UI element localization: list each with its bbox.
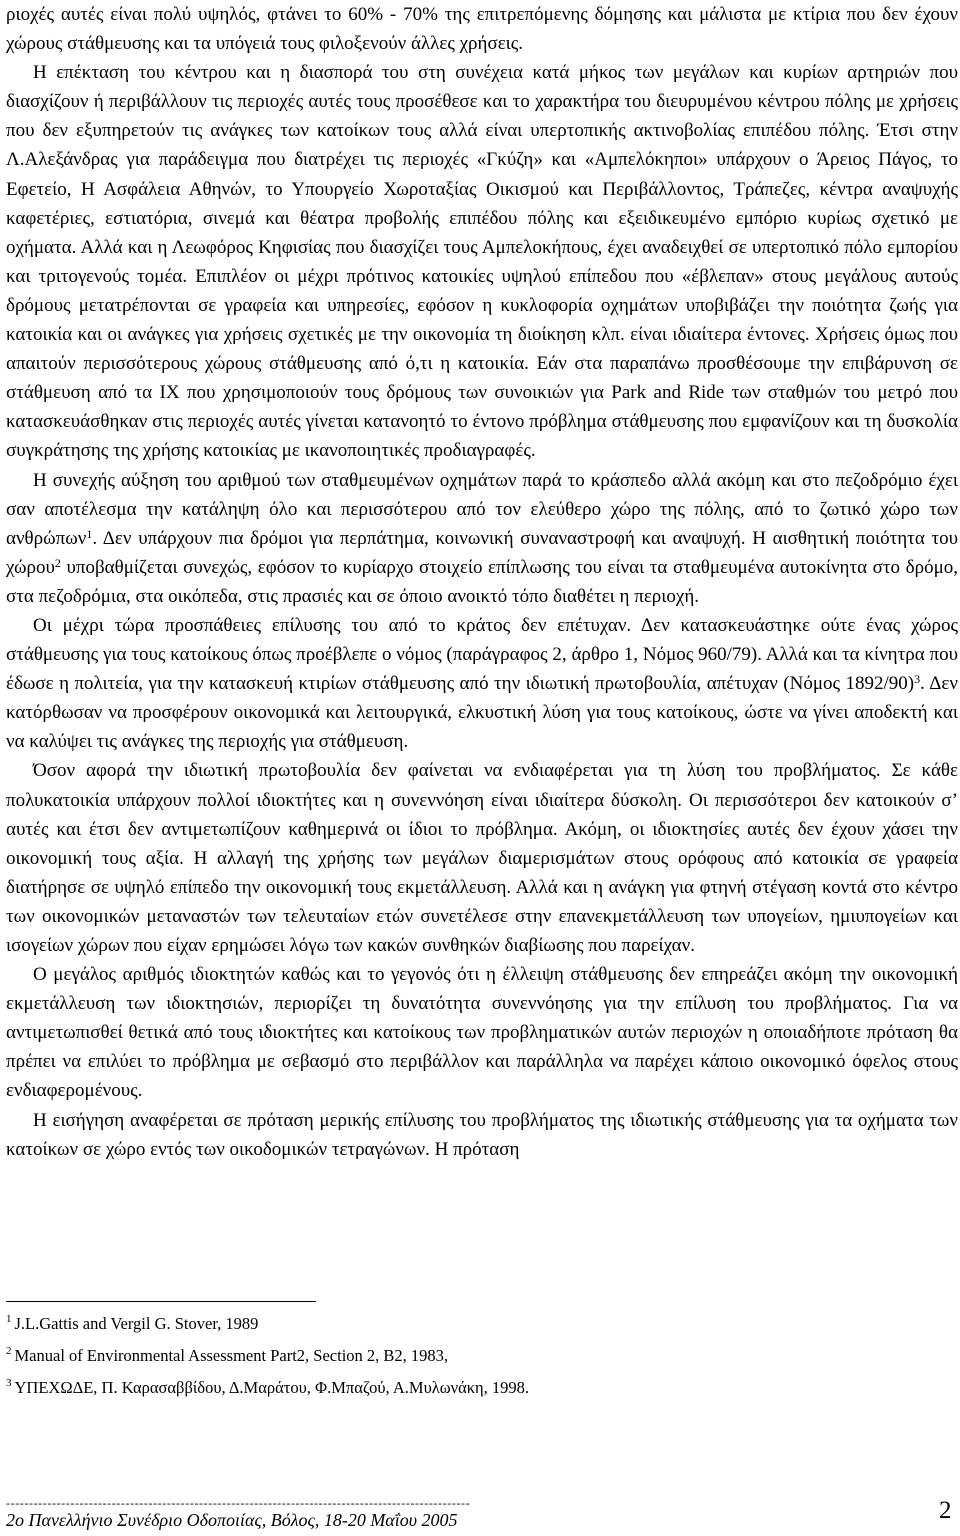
footnote-text: J.L.Gattis and Vergil G. Stover, 1989 xyxy=(14,1314,259,1333)
body-text xyxy=(6,0,958,1164)
footnote xyxy=(6,1372,946,1399)
paragraph-text: . Δεν υπάρχουν πια δρόμοι για περπάτημα, κοινωνική συναναστροφή και αναψυχή. Η αισθητική ποιότητα του χώρου xyxy=(6,527,958,578)
paragraph xyxy=(6,1106,958,1164)
footnote-reference: 1 xyxy=(86,526,93,541)
paragraph-text: Η εισήγηση αναφέρεται σε πρόταση μερικής επίλυσης του προβλήματος της ιδιωτικής στάθμευσης για τα οχήματα των κατοίκων σε χώρο εντός των οικοδομικών τετραγώνων. Η πρόταση xyxy=(6,1109,958,1160)
paragraph xyxy=(6,756,958,960)
paragraph-text: Η συνεχής αύξηση του αριθμού των σταθμευμένων οχημάτων παρά το κράσπεδο αλλά ακόμη και στο πεζοδρόμιο έχει σαν αποτέλεσμα την κατάληψη όλο και περισσότερου από τον ελεύθερο χώρο της πόλης, από το ζωτικό χώρο των ανθρώπων xyxy=(6,469,958,549)
paragraph-text: Όσον αφορά την ιδιωτική πρωτοβουλία δεν φαίνεται να ενδιαφέρεται για τη λύση του προβλήματος. Σε κάθε πολυκατοικία υπάρχουν πολλοί ιδιοκτήτες και η συνεννόηση είναι ιδιαίτερα δύσκολη. Οι περισσότεροι δεν κατοικούν σ’ αυτές και έτσι δεν αντιμετωπίζουν καθημερινά οι ίδιοι το πρόβλημα. Ακόμη, οι ιδιοκτησίες αυτές δεν έχουν χάσει την οικονομική τους αξία. Η αλλαγή της χρήσης των μεγάλων διαμερισμάτων στους ορόφους από κατοικία σε γραφεία διατήρησε σε υψηλό επίπεδο την οικονομική τους εκμετάλλευση. Αλλά και η ανάγκη για φτηνή στέγαση κοντά στο κέντρο των οικονομικών μεταναστών των τελευταίων ετών συνετέλεσε στην επανεκμετάλλευση των υπογείων, ημιυπογείων και ισογείων χώρων που είχαν ερημώσει λόγω των κακών συνθηκών διαβίωσης που παρείχαν. xyxy=(6,760,958,956)
page-number: 2 xyxy=(939,1497,952,1524)
paragraph-text: Οι μέχρι τώρα προσπάθειες επίλυσης του από το κράτος δεν επέτυχαν. Δεν κατασκευάστηκε ούτε ένας χώρος στάθμευσης για τους κατοίκους όπως προέβλεπε ο νόμος (παράγραφος 2, άρθρο 1, Νόμος 960/79). Αλλά και τα κίνητρα που έδωσε η πολιτεία, για την κατασκευή κτιρίων στάθμευσης από την ιδιωτική πρωτοβουλία, απέτυχαν (Νόμος 1892/90) xyxy=(6,614,958,695)
footnote xyxy=(6,1308,946,1335)
footnotes xyxy=(6,1308,946,1404)
paragraph xyxy=(6,960,958,1105)
paragraph-text: Η επέκταση του κέντρου και η διασπορά του στη συνέχεια κατά μήκος των μεγάλων και κυρίων αρτηριών που διασχίζουν ή περιβάλλουν τις περιοχές αυτές τους προσέθεσε και το χαρακτήρα του διευρυμένου κέντρου πόλης με χρήσεις που δεν εξυπηρετούν τις ανάγκες των κατοίκων τους αλλά είναι υπερτοπικής ακτινοβολίας επιπέδου πόλης. Έτσι στην Λ.Αλεξάνδρας για παράδειγμα που διατρέχει τις περιοχές «Γκύζη» και «Αμπελόκηποι» υπάρχουν ο Άρειος Πάγος, το Εφετείο, Η Ασφάλεια Αθηνών, το Υπουργείο Χωροταξίας Οικισμού και Περιβάλλοντος, Τράπεζες, κέντρα αναψυχής καφετέριες, εστιατόρια, σινεμά και θέατρα προβολής επιπέδου πόλης και εξειδικευμένο εμπόριο κυρίως σχετικό με οχήματα. Αλλά και η Λεωφόρος Κηφισίας που διασχίζει τους Αμπελοκήπους, έχει αναδειχθεί σε υπερτοπικό πόλο εμπορίου και τριτογενούς τομέα. Επιπλέον οι μέχρι πρότινος κατοικίες υψηλού επίπεδου που «έβλεπαν» στους μεγάλους αυτούς δρόμους μετατρέπονται σε γραφεία και υπηρεσίες, εφόσον η κυκλοφορία οχημάτων υποβιβάζει την ποιότητα ζωής για κατοικία και οι ανάγκες για χρήσεις σχετικές με την οικονομία τη διοίκηση κλπ. είναι ιδιαίτερα έντονες. Χρήσεις όμως που απαιτούν περισσότερους χώρους στάθμευσης από ό,τι η κατοικία. Εάν στα παραπάνω προσθέσουμε την επιβάρυνση σε στάθμευση από τα ΙΧ που χρησιμοποιούν τους δρόμους των συνοικιών για Park and Ride των σταθμών του μετρό που κατασκευάσθηκαν στις περιοχές αυτές γίνεται κατανοητό το έντονο πρόβλημα στάθμευσης που εμφανίζουν και τη δυσκολία συγκράτησης της χρήσης κατοικίας με ικανοποιητικές προδιαγραφές. xyxy=(6,62,958,462)
footnote-text: ΥΠΕΧΩΔΕ, Π. Καρασαββίδου, Δ.Μαράτου, Φ.Μπαζού, Α.Μυλωνάκη, 1998. xyxy=(14,1378,530,1397)
paragraph-text: Ο μεγάλος αριθμός ιδιοκτητών καθώς και το γεγονός ότι η έλλειψη στάθμευσης δεν επηρεάζει ακόμη την οικονομική εκμετάλλευση των ιδιοκτησιών, περιορίζει τη δυνατότητα συνεννόησης για την επίλυση του προβλήματος. Για να αντιμετωπισθεί θετικά από τους ιδιοκτήτες και κατοίκους των προβληματικών αυτών περιοχών η οποιαδήποτε πρόταση θα πρέπει να επιλύει το πρόβλημα με σεβασμό στο περιβάλλον και παράλληλα να παρέχει κάποιο οικονομικό όφελος στους ενδιαφερομένους. xyxy=(6,964,958,1102)
footnote-separator xyxy=(6,1301,316,1302)
footnote-reference: 3 xyxy=(914,672,921,687)
paragraph xyxy=(6,466,958,611)
footnote-number: 3 xyxy=(6,1377,12,1389)
paragraph xyxy=(6,58,958,465)
paragraph-text: ριοχές αυτές είναι πολύ υψηλός, φτάνει το 60% - 70% της επιτρεπόμενης δόμησης και μάλιστα με κτίρια που δεν έχουν χώρους στάθμευσης και τα υπόγειά τους φιλοξενούν άλλες χρήσεις. xyxy=(6,4,958,55)
footer-conference-title: 2ο Πανελλήνιο Συνέδριο Οδοποιίας, Βόλος, 18-20 Μαΐου 2005 xyxy=(6,1510,458,1530)
paragraph-text: . Δεν κατόρθωσαν να προσφέρουν οικονομικά και λειτουργικά, ελκυστική λύση για τους κατοίκους, ώστε να γίνει αποδεκτή και να καλύψει τις ανάγκες της περιοχής για στάθμευση. xyxy=(6,673,958,753)
paragraph xyxy=(6,611,958,756)
paragraph xyxy=(6,0,958,58)
document-page xyxy=(6,0,958,1164)
footnote-text: Manual of Environmental Assessment Part2, Section 2, B2, 1983, xyxy=(14,1346,449,1365)
paragraph-text: υποβαθμίζεται συνεχώς, εφόσον το κυρίαρχο στοιχείο επίπλωσης του είναι τα σταθμευμένα αυτοκίνητα στο δρόμο, στα πεζοδρόμια, στα οικόπεδα, στις πρασιές και σε όποιο ανοικτό τόπο διαθέτει η περιοχή. xyxy=(6,556,958,607)
footer-rule: ----------------------------------------------------------------------------------------------------- xyxy=(6,1497,471,1509)
footnote xyxy=(6,1340,946,1367)
footnote-number: 1 xyxy=(6,1313,12,1325)
footnote-reference: 2 xyxy=(54,555,61,570)
footnote-number: 2 xyxy=(6,1345,12,1357)
